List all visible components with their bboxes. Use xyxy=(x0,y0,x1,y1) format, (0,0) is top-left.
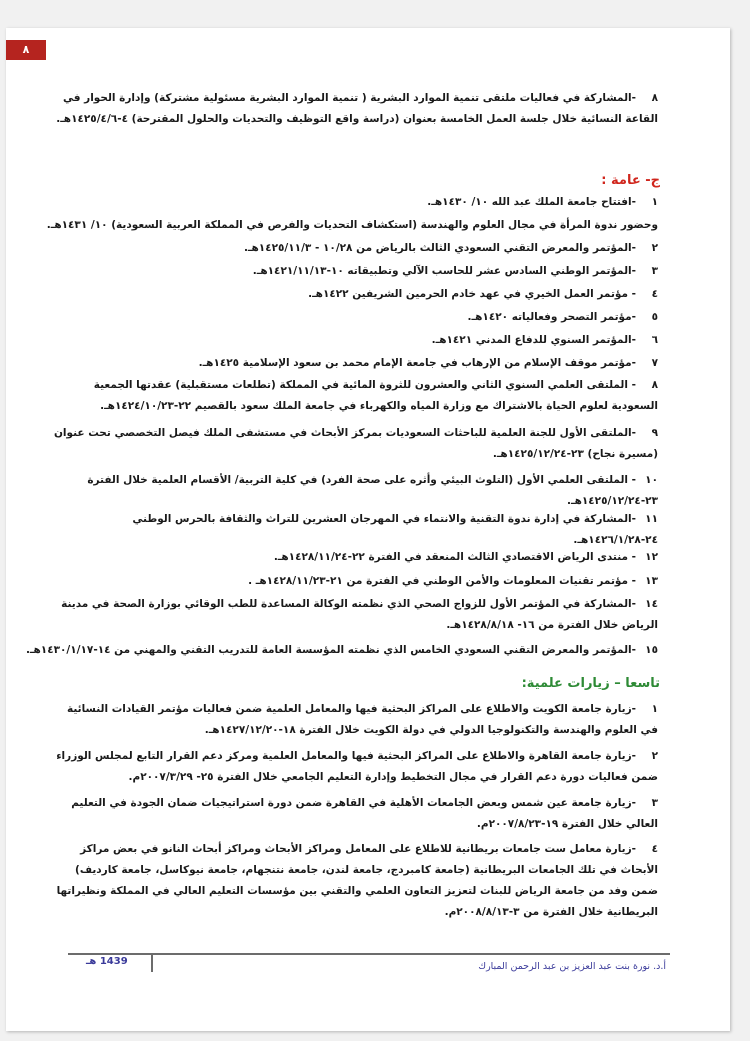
page-content xyxy=(6,28,730,1031)
footer-author: أ.د. نورة بنت عبد العزيز بن عبد الرحمن المبارك xyxy=(478,961,666,972)
item-text: -مؤتمر التصحر وفعالياته ١٤٢٠هـ. xyxy=(467,311,636,323)
item-number: ١٣ xyxy=(645,575,658,587)
item-number: ١ xyxy=(651,703,658,715)
list-item xyxy=(48,284,658,305)
item-text: -المشاركة في إدارة ندوة التقنية والانتماء في المهرجان العشرين للتراث والثقافة بالحرس الوطني ٢٤-١٤٢٦/١/٢٨هـ. xyxy=(132,513,658,546)
list-item xyxy=(48,330,658,351)
item-text: -زيارة جامعة الكويت والاطلاع على المراكز البحثية فيها والمعامل العلمية ضمن فعاليات مؤتمر القيادات النسائية في العلوم والهندسة والتكنولوجيا الدولي في دولة الكويت خلال الفترة ١٨-١٤٢٧/١٢/٢٠هـ. xyxy=(67,703,658,736)
list-item xyxy=(48,261,658,282)
list-item xyxy=(48,423,658,465)
document-page xyxy=(6,28,730,1031)
footer-divider xyxy=(68,953,670,955)
list-item xyxy=(48,571,658,592)
item-number: ٩ xyxy=(651,427,658,439)
item-text: - الملتقى العلمي السنوي الثاني والعشرون للثروة المائية في المملكة (تطلعات مستقبلية) عقدتها الجمعية السعودية لعلوم الحياة بالاشتراك مع وزارة المياه والكهرباء في جامعة الملك سعود بالقصيم ٢٢-١٤٢٤/١٠/٢٣هـ. xyxy=(93,379,658,412)
item-text: -زيارة جامعة عين شمس وبعض الجامعات الأهلية في القاهرة ضمن دورة استراتيجيات ضمان الجودة في التعليم العالي خلال الفترة ١٩-٢٠٠٧/٨/٢٣م. xyxy=(71,797,658,830)
top-list-item xyxy=(48,88,658,130)
item-number: ١٤ xyxy=(645,598,658,610)
list-item xyxy=(48,509,658,551)
list-item xyxy=(48,594,658,636)
list-item xyxy=(48,699,658,741)
item-text: -المؤتمر الوطني السادس عشر للحاسب الآلي وتطبيقاته ١٠-١٤٢١/١١/١٣هـ. xyxy=(252,265,636,277)
list-item xyxy=(48,746,658,788)
item-text: وحضور ندوة المرأة في مجال العلوم والهندسة (استكشاف التحديات والفرص في المملكة العربية السعودية) ١٠/ ١٤٣١هـ. xyxy=(46,219,658,231)
list-item xyxy=(48,238,658,259)
item-number: ٦ xyxy=(651,334,658,346)
item-number: ٢ xyxy=(651,242,658,254)
item-text: -المؤتمر والمعرض التقني السعودي الخامس الذي نظمته المؤسسة العامة للتدريب التقني والمهني من ١٤-١٤٣٠/١/١٧هـ. xyxy=(25,644,636,656)
item-number: ٣ xyxy=(651,265,658,277)
list-item xyxy=(48,307,658,328)
list-item xyxy=(48,839,658,923)
item-number: ١٠ xyxy=(645,474,658,486)
item-number: ٣ xyxy=(651,797,658,809)
item-text: -المؤتمر والمعرض التقني السعودي الثالث بالرياض من ١٠/٢٨ - ١٤٢٥/١١/٣هـ. xyxy=(243,242,636,254)
item-number: ٨ xyxy=(651,379,658,391)
item-text: - مؤتمر تقنيات المعلومات والأمن الوطني في الفترة من ٢١-١٤٢٨/١١/٢٣هـ . xyxy=(248,575,636,587)
footer-year: 1439 هـ xyxy=(86,956,128,967)
item-number: ٢ xyxy=(651,750,658,762)
list-item xyxy=(48,192,658,213)
item-number: ٤ xyxy=(651,288,658,300)
item-text: - مؤتمر العمل الخيري في عهد خادم الحرمين الشريفين ١٤٢٢هـ. xyxy=(308,288,636,300)
item-text: - الملتقى العلمي الأول (التلوث البيئي وأثره على صحة الفرد) في كلية التربية/ الأقسام العلمية خلال الفترة ٢٣-١٤٢٥/١٢/٢٤هـ. xyxy=(87,474,658,507)
item-number: ١١ xyxy=(645,513,658,525)
item-number: ٤ xyxy=(651,843,658,855)
item-text: -افتتاح جامعة الملك عبد الله ١٠/ ١٤٣٠هـ. xyxy=(427,196,636,208)
list-item xyxy=(48,547,658,568)
footer-divider-tick xyxy=(151,955,153,972)
item-number: ١٥ xyxy=(645,644,658,656)
item-number: ٥ xyxy=(651,311,658,323)
item-text: -زيارة معامل ست جامعات بريطانية للاطلاع على المعامل ومراكز الأبحاث ومراكز أبحاث النانو في بعض مراكز الأبحاث في تلك الجامعات البريطانية (جامعة كامبردج، جامعة لندن، جامعة نتنجهام، جامعة نيوكاسل، جامعة كارديف) ضمن وفد من جامعة الرياض للبنات لتعزيز التعاون العلمي والتقني بين مؤسسات التعليم العالي في المملكة ونظيراتها البريطانية خلال الفترة من ٣-٢٠٠٨/٨/١٣م. xyxy=(56,843,658,918)
item-text: -المشاركة في فعاليات ملتقى تنمية الموارد البشرية ( تنمية الموارد البشرية مسئولية مشتركة) وإدارة الحوار في القاعة النسائية خلال جلسة العمل الخامسة بعنوان (دراسة واقع التوظيف والتحديات والحلول المقترحة) ٤-١٤٢٥/٤/٦هـ. xyxy=(56,92,658,125)
list-item xyxy=(48,375,658,417)
item-text: -المشاركة في المؤتمر الأول للزواج الصحي الذي نظمته الوكالة المساعدة للطب الوقائي بوزارة الصحة في مدينة الرياض خلال الفترة من ١٦- ١٤٢٨/٨/١٨هـ. xyxy=(61,598,658,631)
list-item xyxy=(48,215,658,236)
item-number: ١ xyxy=(651,196,658,208)
page-number-tab: ٨ xyxy=(6,40,46,60)
item-text: -مؤتمر موقف الإسلام من الإرهاب في جامعة الإمام محمد بن سعود الإسلامية ١٤٢٥هـ. xyxy=(198,357,636,369)
item-text: -المؤتمر السنوي للدفاع المدني ١٤٢١هـ. xyxy=(431,334,636,346)
item-text: -زيارة جامعة القاهرة والاطلاع على المراكز البحثية فيها والمعامل العلمية ومركز دعم القرار التابع لمجلس الوزراء ضمن فعاليات دورة دعم القرار في مجال التخطيط وإدارة التعليم الجامعي خلال الفترة ٢٥- ٢٠٠٧/٣/٢٩م. xyxy=(56,750,658,783)
list-item xyxy=(48,353,658,374)
list-item xyxy=(48,470,658,512)
list-item xyxy=(25,640,658,661)
item-number: ١٢ xyxy=(645,551,658,563)
list-item xyxy=(48,793,658,835)
item-text: - منتدى الرياض الاقتصادي الثالث المنعقد في الفترة ٢٢-١٤٢٨/١١/٢٤هـ. xyxy=(273,551,636,563)
section-heading-visits: تاسعا – زيارات علمية: xyxy=(521,676,660,691)
item-text: -الملتقى الأول للجنة العلمية للباحثات السعوديات بمركز الأبحاث في مستشفى الملك فيصل التخصصي تحت عنوان (مسيرة نجاح) ٢٣-١٤٢٥/١٢/٢٤هـ. xyxy=(53,427,658,460)
item-number: ٨ xyxy=(651,92,658,104)
item-number: ٧ xyxy=(651,357,658,369)
section-heading-general: ج- عامة : xyxy=(601,173,660,188)
